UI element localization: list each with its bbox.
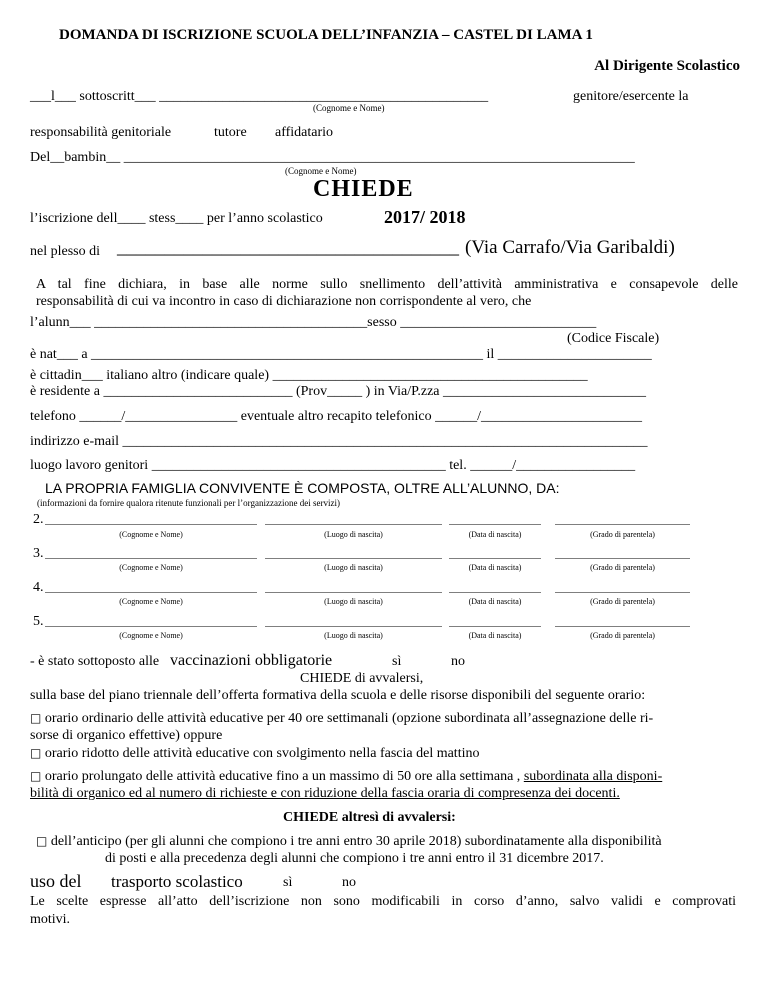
checkbox-icon[interactable]: □ (30, 711, 42, 725)
transport-label: trasporto scolastico (111, 872, 243, 891)
option-text: dell’anticipo (per gli alunni che compiono i tre anni entro 30 aprile 2018) subordinatamente alla disponibilità (50, 834, 662, 849)
family-birthdate-caption: (Data di nascita) (468, 563, 522, 572)
vaccination-text: - è stato sottoposto alle (30, 654, 160, 669)
role-option-resp: responsabilità genitoriale (30, 125, 172, 140)
family-name-caption: (Cognome e Nome) (119, 563, 183, 572)
family-relation-caption: (Grado di parentela) (590, 530, 655, 539)
schedule-option-extended[interactable] (30, 770, 662, 784)
phone-field[interactable]: telefono ______/________________ eventuale altro recapito telefonico ______/_______________________ (30, 409, 642, 424)
citizenship-field[interactable]: è cittadin___ italiano altro (indicare quale) _____________________________________________ (30, 368, 588, 383)
chiede-heading: CHIEDE (313, 176, 414, 202)
birth-field[interactable]: è nat___ a ________________________________________________________ il ______________________ (30, 347, 652, 362)
transport-no-option[interactable]: no (342, 875, 356, 890)
schedule-option-ordinary[interactable] (30, 712, 653, 726)
plesso-name: (Via Carrafo/Via Garibaldi) (465, 237, 675, 258)
early-heading: CHIEDE altresì di avvalersi: (283, 810, 456, 825)
family-name-caption: (Cognome e Nome) (119, 631, 183, 640)
email-field[interactable]: indirizzo e-mail ___________________________________________________________________________ (30, 434, 648, 449)
vaccination-yes-option[interactable]: sì (392, 654, 402, 669)
schedule-option-extended-cont: bilità di organico ed al numero di richieste e con riduzione della fascia oraria di compresenza dei docenti. (30, 786, 620, 801)
family-relation-caption: (Grado di parentela) (590, 631, 655, 640)
applicant-name-caption: (Cognome e Nome) (313, 103, 385, 113)
early-option[interactable] (36, 835, 662, 849)
final-note-line-2: motivi. (30, 912, 71, 927)
residence-field[interactable]: è residente a ___________________________ (Prov_____ ) in Via/P.zza _____________________________ (30, 384, 647, 399)
plesso-field[interactable]: ____________________________________ (117, 237, 459, 258)
family-name-caption: (Cognome e Nome) (119, 530, 183, 539)
family-row-number: 3. (33, 546, 44, 561)
option-text: orario ordinario delle attività educative per 40 ore settimanali (opzione subordinata all’assegnazione delle ri- (44, 711, 654, 726)
transport-label-prefix: uso del (30, 871, 82, 891)
final-note-line-1: Le scelte espresse all’atto dell’iscrizione non sono modificabili in corso d’anno, salvo validi e comprovati (30, 894, 736, 909)
schedule-option-reduced[interactable] (30, 747, 479, 761)
option-text: orario ridotto delle attività educative con svolgimento nella fascia del mattino (44, 746, 480, 761)
document-title: DOMANDA DI ISCRIZIONE SCUOLA DELL’INFANZIA – CASTEL DI LAMA 1 (59, 27, 593, 43)
role-option-tutor: tutore (214, 125, 247, 140)
school-year: 2017/ 2018 (384, 207, 466, 227)
vaccination-label: vaccinazioni obbligatorie (170, 652, 333, 669)
checkbox-icon[interactable]: □ (30, 746, 42, 760)
family-birthdate-caption: (Data di nascita) (468, 597, 522, 606)
family-row-number: 4. (33, 580, 44, 595)
child-name-caption: (Cognome e Nome) (285, 166, 357, 176)
option-text-underlined: subordinata alla disponi- (523, 769, 663, 784)
family-heading: LA PROPRIA FAMIGLIA CONVIVENTE È COMPOSTA, OLTRE ALL’ALUNNO, DA: (45, 480, 560, 496)
family-relation-caption: (Grado di parentela) (590, 597, 655, 606)
role-option-foster: affidatario (275, 125, 334, 140)
family-name-caption: (Cognome e Nome) (119, 597, 183, 606)
work-field[interactable]: luogo lavoro genitori __________________________________________ tel. ______/_________________ (30, 458, 636, 473)
parent-role: genitore/esercente la (573, 89, 689, 104)
family-row-number: 5. (33, 614, 44, 629)
applicant-name-field[interactable]: ___l___ sottoscritt___ _______________________________________________ (30, 89, 489, 104)
declaration-line-1: A tal fine dichiara, in base alle norme sullo snellimento dell’attività amministrativa e consapevole delle (36, 277, 738, 292)
schedule-intro: sulla base del piano triennale dell’offerta formativa della scuola e delle risorse disponibili del seguente orario: (30, 688, 646, 703)
early-option-cont: di posti e alla precedenza degli alunni che compiono i tre anni entro il 31 dicembre 2017. (105, 851, 604, 866)
family-relation-caption: (Grado di parentela) (590, 563, 655, 572)
checkbox-icon[interactable]: □ (30, 769, 42, 783)
checkbox-icon[interactable]: □ (36, 834, 48, 848)
family-birthdate-caption: (Data di nascita) (468, 530, 522, 539)
child-name-field[interactable]: Del__bambin__ _________________________________________________________________________ (30, 150, 635, 165)
vaccination-no-option[interactable]: no (451, 654, 465, 669)
student-name-field[interactable]: l’alunn___ _______________________________________sesso ____________________________ (30, 315, 597, 330)
enrolment-line[interactable]: l’iscrizione dell____ stess____ per l’anno scolastico (30, 211, 323, 226)
family-birthdate-caption: (Data di nascita) (468, 631, 522, 640)
family-note: (informazioni da fornire qualora ritenute funzionali per l’organizzazione dei servizi) (37, 498, 340, 508)
declaration-line-2: responsabilità di cui va incontro in caso di dichiarazione non corrispondente al vero, che (36, 294, 532, 309)
family-birthplace-caption: (Luogo di nascita) (324, 597, 383, 606)
family-birthplace-caption: (Luogo di nascita) (324, 530, 383, 539)
tax-code-caption: (Codice Fiscale) (567, 331, 660, 346)
plesso-label: nel plesso di (30, 244, 100, 259)
option-text: orario prolungato delle attività educative fino a un massimo di 50 ore alla settimana , (44, 769, 521, 784)
family-row-number: 2. (33, 512, 44, 527)
family-birthplace-caption: (Luogo di nascita) (324, 563, 383, 572)
recipient: Al Dirigente Scolastico (594, 58, 740, 74)
transport-yes-option[interactable]: sì (283, 875, 293, 890)
schedule-option-ordinary-cont: sorse di organico effettive) oppure (30, 728, 223, 743)
schedule-heading: CHIEDE di avvalersi, (300, 671, 424, 686)
family-birthplace-caption: (Luogo di nascita) (324, 631, 383, 640)
